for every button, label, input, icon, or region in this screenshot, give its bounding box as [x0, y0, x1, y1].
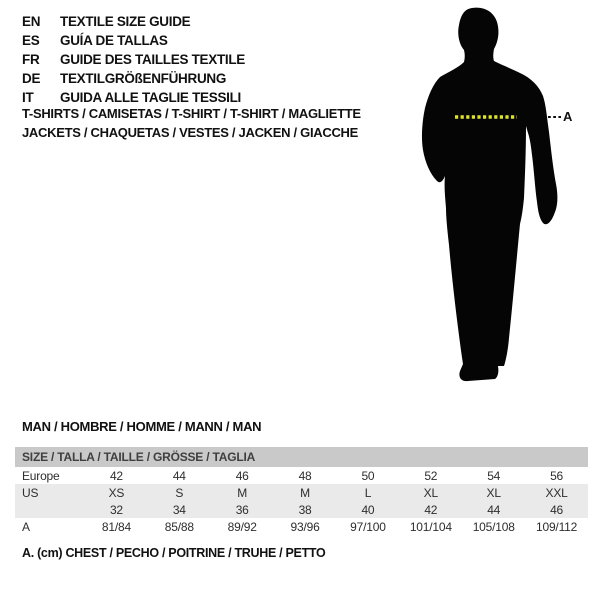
size-cell: XL: [486, 485, 501, 500]
language-row-es: [22, 31, 245, 50]
size-cell: 40: [361, 502, 375, 517]
size-cell: XL: [423, 485, 438, 500]
size-cell: S: [175, 485, 184, 500]
size-cell: XS: [108, 485, 125, 500]
language-code: EN: [22, 14, 41, 29]
size-table-row-us: [15, 484, 588, 501]
size-cell: 36: [235, 502, 249, 517]
size-cell: 34: [172, 502, 186, 517]
language-list: [22, 12, 245, 107]
language-label: TEXTILE SIZE GUIDE: [60, 14, 191, 29]
language-row-fr: [22, 50, 245, 69]
language-row-en: [22, 12, 245, 31]
language-label: GUÍA DE TALLAS: [60, 33, 168, 48]
language-code: DE: [22, 71, 41, 86]
size-cell: 46: [235, 468, 249, 483]
size-table-row-numeric: [15, 501, 588, 518]
chest-footnote: A. (cm) CHEST / PECHO / POITRINE / TRUHE / PETTO: [22, 546, 326, 560]
man-silhouette-svg: [400, 0, 600, 400]
row-label: Europe: [22, 468, 60, 483]
size-cell: 42: [424, 502, 438, 517]
measure-label-a: A: [563, 109, 573, 124]
size-table-header-label: SIZE / TALLA / TAILLE / GRÖSSE / TAGLIA: [22, 450, 256, 464]
language-code: FR: [22, 52, 40, 67]
language-code: ES: [22, 33, 40, 48]
size-cell: 93/96: [290, 519, 320, 534]
size-cell: 89/92: [227, 519, 257, 534]
size-cell: 50: [361, 468, 375, 483]
size-cell: 32: [109, 502, 123, 517]
size-table: [15, 447, 588, 535]
size-cell: 109/112: [536, 519, 578, 534]
size-cell: 85/88: [164, 519, 194, 534]
size-cell: 44: [487, 502, 501, 517]
size-table-row-europe: [15, 467, 588, 484]
size-table-header-row: [15, 447, 588, 467]
language-row-de: [22, 69, 245, 88]
size-cell: 44: [172, 468, 186, 483]
size-cell: 56: [550, 468, 564, 483]
size-cell: 81/84: [101, 519, 131, 534]
language-label: TEXTILGRÖßENFÜHRUNG: [60, 71, 227, 86]
size-cell: XXL: [545, 485, 568, 500]
size-cell: M: [237, 485, 248, 500]
size-cell: L: [364, 485, 372, 500]
size-cell: 46: [550, 502, 564, 517]
category-jackets: JACKETS / CHAQUETAS / VESTES / JACKEN / GIACCHE: [22, 125, 358, 140]
section-heading-man: MAN / HOMBRE / HOMME / MANN / MAN: [22, 419, 262, 434]
size-cell: 42: [109, 468, 123, 483]
row-label: A: [22, 519, 30, 534]
garment-categories: [22, 104, 361, 142]
language-label: GUIDE DES TAILLES TEXTILE: [60, 52, 246, 67]
language-label: GUIDA ALLE TAGLIE TESSILI: [60, 90, 241, 105]
man-silhouette-shape: [422, 8, 557, 382]
man-silhouette-figure: [400, 0, 600, 400]
size-cell: 48: [298, 468, 312, 483]
size-cell: 38: [298, 502, 312, 517]
size-cell: 105/108: [472, 519, 515, 534]
size-cell: 54: [487, 468, 501, 483]
size-cell: 52: [424, 468, 438, 483]
size-cell: 101/104: [409, 519, 452, 534]
row-label: US: [22, 485, 39, 500]
size-table-row-chest: [15, 518, 588, 535]
language-code: IT: [22, 90, 34, 105]
size-cell: 97/100: [350, 519, 386, 534]
size-cell: M: [300, 485, 310, 500]
category-tshirts: T-SHIRTS / CAMISETAS / T-SHIRT / T-SHIRT / MAGLIETTE: [22, 106, 361, 121]
